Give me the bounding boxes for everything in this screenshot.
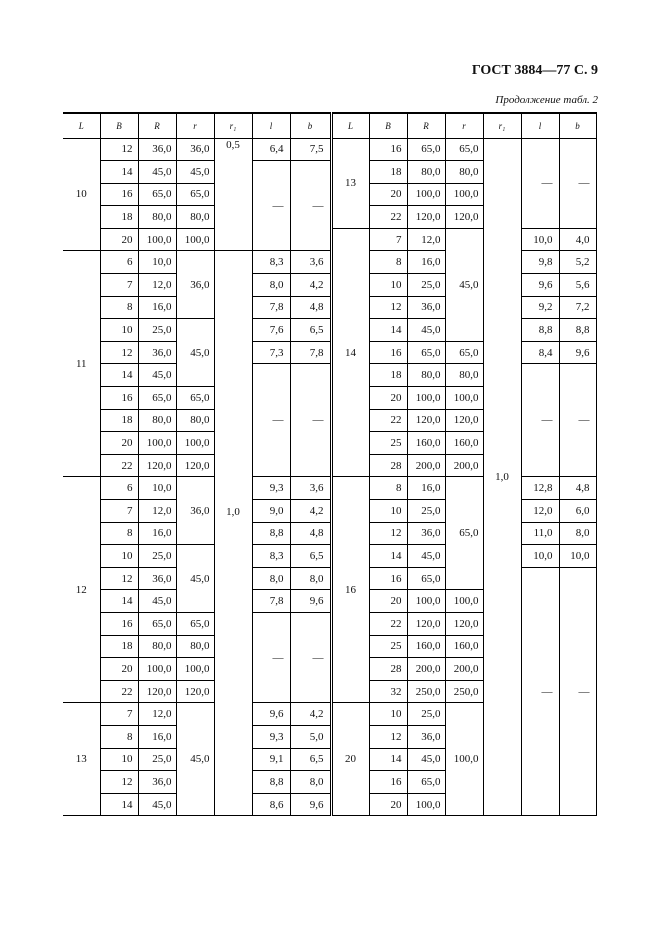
right-cell-R: 160,0 [407,432,445,455]
table-continuation-caption: Продолжение табл. 2 [495,94,598,106]
left-cell-l: 9,3 [252,725,290,748]
left-cell-b: — [290,612,331,702]
left-cell-B: 12 [100,567,138,590]
left-cell-B: 22 [100,454,138,477]
column-header-B: B [100,113,138,138]
right-cell-l: 9,6 [521,274,559,297]
right-cell-B: 16 [369,567,407,590]
right-cell-R: 36,0 [407,296,445,319]
right-cell-B: 22 [369,612,407,635]
left-cell-B: 14 [100,793,138,816]
left-cell-r: 45,0 [176,545,214,613]
left-cell-R: 100,0 [138,228,176,251]
left-cell-r: 45,0 [176,161,214,184]
right-cell-r: 65,0 [445,138,483,161]
left-cell-b: 7,8 [290,341,331,364]
left-cell-R: 25,0 [138,545,176,568]
right-cell-B: 22 [369,409,407,432]
left-cell-r: 65,0 [176,387,214,410]
right-cell-B: 20 [369,387,407,410]
left-cell-L: 11 [63,251,100,477]
left-cell-B: 12 [100,771,138,794]
right-cell-B: 16 [369,138,407,161]
right-cell-r: 250,0 [445,680,483,703]
right-cell-B: 32 [369,680,407,703]
right-cell-B: 20 [369,590,407,613]
right-cell-B: 12 [369,296,407,319]
right-cell-R: 25,0 [407,500,445,523]
right-cell-b: — [559,364,596,477]
left-cell-l: 8,8 [252,522,290,545]
right-cell-b: 10,0 [559,545,596,568]
left-cell-R: 65,0 [138,612,176,635]
right-cell-r: 80,0 [445,364,483,387]
right-cell-r: 80,0 [445,161,483,184]
left-cell-b: — [290,364,331,477]
right-cell-r: 200,0 [445,658,483,681]
left-cell-R: 45,0 [138,793,176,816]
column-header-r: r [445,113,483,138]
right-cell-b: 4,0 [559,228,596,251]
left-cell-r: 100,0 [176,228,214,251]
left-cell-R: 36,0 [138,138,176,161]
left-cell-B: 12 [100,138,138,161]
left-cell-B: 18 [100,635,138,658]
left-cell-R: 65,0 [138,183,176,206]
column-header-l: l [252,113,290,138]
right-cell-R: 25,0 [407,703,445,726]
column-header-r1: r₁ [214,113,252,138]
right-cell-b: 6,0 [559,500,596,523]
right-cell-L: 20 [331,703,369,816]
left-cell-B: 7 [100,500,138,523]
left-cell-l: 8,6 [252,793,290,816]
right-cell-r: 65,0 [445,477,483,590]
left-cell-L: 12 [63,477,100,703]
right-cell-b: 4,8 [559,477,596,500]
left-cell-R: 16,0 [138,296,176,319]
left-cell-B: 8 [100,725,138,748]
left-cell-R: 120,0 [138,680,176,703]
right-cell-R: 100,0 [407,387,445,410]
right-cell-R: 80,0 [407,161,445,184]
left-cell-r1: 1,0 [214,251,252,816]
right-cell-R: 16,0 [407,477,445,500]
left-cell-R: 25,0 [138,319,176,342]
right-cell-r: 100,0 [445,590,483,613]
right-cell-l: 9,2 [521,296,559,319]
right-cell-l: 9,8 [521,251,559,274]
right-cell-R: 250,0 [407,680,445,703]
right-cell-L: 16 [331,477,369,703]
left-cell-R: 100,0 [138,658,176,681]
right-cell-b: 5,2 [559,251,596,274]
left-cell-b: 6,5 [290,319,331,342]
left-cell-B: 20 [100,228,138,251]
left-cell-r: 65,0 [176,183,214,206]
column-header-l: l [521,113,559,138]
right-cell-l: — [521,138,559,228]
left-cell-R: 36,0 [138,771,176,794]
right-cell-R: 45,0 [407,319,445,342]
left-cell-b: 3,6 [290,477,331,500]
left-cell-r1: 0,5 [214,138,252,251]
right-cell-r: 200,0 [445,454,483,477]
left-cell-r: 80,0 [176,409,214,432]
left-cell-l: 9,6 [252,703,290,726]
right-cell-R: 25,0 [407,274,445,297]
column-header-r1: r₁ [483,113,521,138]
right-cell-R: 80,0 [407,364,445,387]
left-cell-b: 8,0 [290,567,331,590]
right-cell-l: 8,8 [521,319,559,342]
left-cell-R: 100,0 [138,432,176,455]
right-cell-b: — [559,138,596,228]
right-cell-b: 5,6 [559,274,596,297]
left-cell-b: 4,8 [290,296,331,319]
left-cell-B: 10 [100,748,138,771]
right-cell-B: 25 [369,635,407,658]
left-cell-B: 10 [100,319,138,342]
right-cell-B: 10 [369,703,407,726]
right-cell-b: 9,6 [559,341,596,364]
right-cell-R: 12,0 [407,228,445,251]
right-cell-B: 14 [369,748,407,771]
right-cell-B: 20 [369,793,407,816]
left-cell-L: 10 [63,138,100,251]
table-header-row [63,113,596,138]
left-cell-b: 6,5 [290,545,331,568]
right-cell-B: 18 [369,161,407,184]
right-cell-R: 45,0 [407,748,445,771]
left-cell-b: 9,6 [290,793,331,816]
right-cell-B: 22 [369,206,407,229]
right-cell-r: 100,0 [445,703,483,816]
right-cell-r: 120,0 [445,409,483,432]
left-cell-R: 12,0 [138,500,176,523]
right-cell-b: 8,0 [559,522,596,545]
column-header-R: R [407,113,445,138]
left-cell-R: 36,0 [138,341,176,364]
left-cell-b: 4,2 [290,703,331,726]
right-cell-B: 20 [369,183,407,206]
left-cell-B: 14 [100,590,138,613]
left-cell-B: 8 [100,296,138,319]
left-cell-l: 8,3 [252,545,290,568]
column-header-b: b [290,113,331,138]
left-cell-l: — [252,161,290,251]
left-cell-R: 120,0 [138,454,176,477]
left-cell-l: 7,6 [252,319,290,342]
right-cell-l: 8,4 [521,341,559,364]
right-cell-B: 7 [369,228,407,251]
left-cell-b: 3,6 [290,251,331,274]
left-cell-r: 120,0 [176,454,214,477]
left-cell-B: 12 [100,341,138,364]
left-cell-b: 5,0 [290,725,331,748]
right-cell-B: 8 [369,251,407,274]
right-cell-L: 13 [331,138,369,228]
right-cell-r: 120,0 [445,206,483,229]
left-cell-l: 8,0 [252,567,290,590]
left-cell-R: 36,0 [138,567,176,590]
left-cell-r: 65,0 [176,612,214,635]
right-cell-R: 100,0 [407,183,445,206]
left-cell-R: 65,0 [138,387,176,410]
right-cell-l: 11,0 [521,522,559,545]
right-cell-B: 12 [369,725,407,748]
right-cell-L: 14 [331,228,369,477]
left-cell-r: 36,0 [176,477,214,545]
left-cell-B: 16 [100,387,138,410]
right-cell-R: 65,0 [407,138,445,161]
left-cell-L: 13 [63,703,100,816]
left-cell-B: 6 [100,477,138,500]
left-cell-R: 16,0 [138,725,176,748]
right-cell-B: 8 [369,477,407,500]
left-cell-r: 120,0 [176,680,214,703]
left-cell-l: 9,0 [252,500,290,523]
right-cell-B: 10 [369,500,407,523]
column-header-B: B [369,113,407,138]
right-cell-R: 45,0 [407,545,445,568]
left-cell-R: 45,0 [138,161,176,184]
left-cell-r: 36,0 [176,251,214,319]
right-cell-r: 65,0 [445,341,483,364]
left-cell-R: 45,0 [138,364,176,387]
dimensions-table [63,112,597,816]
left-cell-B: 18 [100,206,138,229]
column-header-r: r [176,113,214,138]
right-cell-r: 45,0 [445,228,483,341]
left-cell-R: 45,0 [138,590,176,613]
left-cell-R: 12,0 [138,703,176,726]
right-cell-B: 14 [369,319,407,342]
left-cell-l: 8,0 [252,274,290,297]
right-cell-b: 7,2 [559,296,596,319]
left-cell-R: 16,0 [138,522,176,545]
right-cell-B: 18 [369,364,407,387]
right-cell-B: 25 [369,432,407,455]
right-cell-B: 28 [369,658,407,681]
column-header-L: L [63,113,100,138]
left-cell-l: — [252,364,290,477]
right-cell-R: 200,0 [407,658,445,681]
right-cell-R: 100,0 [407,590,445,613]
right-cell-l: 12,0 [521,500,559,523]
left-cell-l: 7,3 [252,341,290,364]
right-cell-r: 160,0 [445,635,483,658]
left-cell-R: 80,0 [138,409,176,432]
right-cell-b: — [559,567,596,816]
right-cell-R: 100,0 [407,793,445,816]
left-cell-b: 8,0 [290,771,331,794]
right-cell-B: 16 [369,771,407,794]
right-cell-B: 28 [369,454,407,477]
left-cell-B: 7 [100,274,138,297]
document-title: ГОСТ 3884—77 С. 9 [471,63,598,78]
left-cell-R: 12,0 [138,274,176,297]
left-cell-R: 25,0 [138,748,176,771]
left-cell-l: 7,8 [252,590,290,613]
left-cell-r: 45,0 [176,319,214,387]
left-cell-B: 14 [100,161,138,184]
left-cell-B: 20 [100,658,138,681]
left-cell-B: 6 [100,251,138,274]
left-cell-b: — [290,161,331,251]
left-cell-r: 36,0 [176,138,214,161]
left-cell-l: 7,8 [252,296,290,319]
right-cell-l: — [521,567,559,816]
right-cell-R: 120,0 [407,206,445,229]
left-cell-b: 6,5 [290,748,331,771]
left-cell-r: 80,0 [176,206,214,229]
right-cell-r1: 1,0 [483,138,521,816]
left-cell-l: — [252,612,290,702]
left-cell-b: 4,8 [290,522,331,545]
right-cell-R: 120,0 [407,409,445,432]
left-cell-b: 4,2 [290,274,331,297]
left-cell-B: 8 [100,522,138,545]
column-header-b: b [559,113,596,138]
right-cell-R: 65,0 [407,771,445,794]
column-header-R: R [138,113,176,138]
right-cell-R: 120,0 [407,612,445,635]
left-cell-B: 16 [100,612,138,635]
right-cell-R: 16,0 [407,251,445,274]
right-cell-r: 160,0 [445,432,483,455]
left-cell-B: 10 [100,545,138,568]
left-cell-l: 8,8 [252,771,290,794]
right-cell-r: 100,0 [445,387,483,410]
right-cell-r: 120,0 [445,612,483,635]
right-cell-B: 14 [369,545,407,568]
left-cell-B: 14 [100,364,138,387]
left-cell-B: 7 [100,703,138,726]
right-cell-B: 10 [369,274,407,297]
right-cell-B: 12 [369,522,407,545]
left-cell-b: 9,6 [290,590,331,613]
right-cell-R: 65,0 [407,567,445,590]
right-cell-R: 65,0 [407,341,445,364]
left-cell-b: 4,2 [290,500,331,523]
left-cell-B: 22 [100,680,138,703]
left-cell-l: 8,3 [252,251,290,274]
right-cell-l: — [521,364,559,477]
right-cell-R: 200,0 [407,454,445,477]
right-cell-l: 10,0 [521,545,559,568]
right-cell-b: 8,8 [559,319,596,342]
left-cell-R: 10,0 [138,477,176,500]
right-cell-l: 10,0 [521,228,559,251]
right-cell-r: 100,0 [445,183,483,206]
left-cell-B: 16 [100,183,138,206]
left-cell-R: 80,0 [138,635,176,658]
left-cell-R: 80,0 [138,206,176,229]
left-cell-l: 9,3 [252,477,290,500]
left-cell-r: 100,0 [176,432,214,455]
left-cell-r: 100,0 [176,658,214,681]
right-cell-R: 36,0 [407,522,445,545]
left-cell-B: 20 [100,432,138,455]
left-cell-r: 45,0 [176,703,214,816]
right-cell-R: 160,0 [407,635,445,658]
left-cell-l: 6,4 [252,138,290,161]
right-cell-R: 36,0 [407,725,445,748]
left-cell-R: 10,0 [138,251,176,274]
right-cell-B: 16 [369,341,407,364]
column-header-L: L [331,113,369,138]
table-row [63,138,596,161]
left-cell-r: 80,0 [176,635,214,658]
left-cell-b: 7,5 [290,138,331,161]
right-cell-l: 12,8 [521,477,559,500]
left-cell-l: 9,1 [252,748,290,771]
left-cell-B: 18 [100,409,138,432]
